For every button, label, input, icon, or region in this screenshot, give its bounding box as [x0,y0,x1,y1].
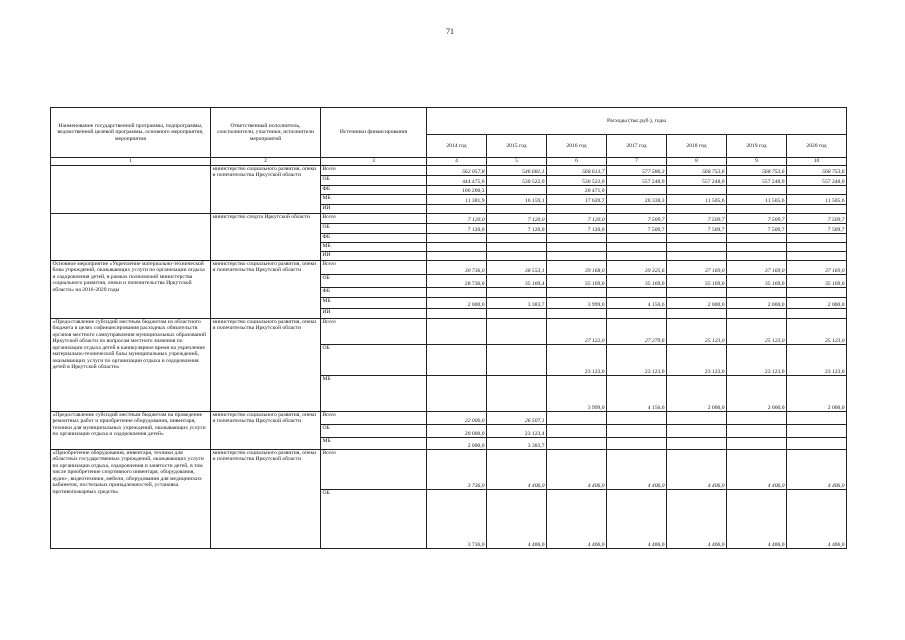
value-cell [427,205,487,214]
value-cell [607,243,667,252]
header-year: 2019 год [727,135,787,158]
value-cell [667,252,727,261]
value-cell: 7 509,7 [607,224,667,234]
value-cell: 35 169,0 [787,275,847,288]
source-cell: Всего [321,319,427,345]
value-cell [547,205,607,214]
value-cell: 4 406,0 [547,490,607,549]
column-number: 8 [667,158,727,166]
value-cell: 3 383,7 [487,438,547,450]
value-cell: 23 123,4 [487,425,547,438]
value-cell [607,412,667,425]
value-cell [727,412,787,425]
value-cell [487,243,547,252]
value-cell [787,205,847,214]
value-cell [727,186,787,195]
value-cell: 3 383,7 [487,298,547,309]
value-cell [727,309,787,319]
value-cell: 562 057,8 [427,166,487,176]
value-cell: 4 156,6 [607,298,667,309]
source-cell: ФБ [321,186,427,195]
value-cell [547,288,607,298]
value-cell: 7 120,0 [487,224,547,234]
value-cell [787,412,847,425]
table-row [51,261,847,275]
value-cell [667,205,727,214]
value-cell: 530 522,0 [547,176,607,186]
value-cell: 37 169,0 [727,261,787,275]
value-cell [607,186,667,195]
value-cell: 35 169,0 [547,275,607,288]
value-cell [787,438,847,450]
value-cell: 546 681,1 [487,166,547,176]
value-cell [787,243,847,252]
value-cell: 16 159,1 [487,195,547,205]
value-cell: 7 120,0 [427,224,487,234]
financing-table [50,107,847,549]
value-cell [667,243,727,252]
column-number: 10 [787,158,847,166]
value-cell: 17 620,7 [547,195,607,205]
value-cell: 35 169,4 [487,275,547,288]
source-cell: ИИ [321,309,427,319]
source-cell: Всего [321,450,427,490]
value-cell: 11 505,6 [787,195,847,205]
header-year: 2017 год [607,135,667,158]
column-number: 5 [487,158,547,166]
value-cell: 7 509,7 [787,224,847,234]
table-row [51,319,847,345]
header-year: 2018 год [667,135,727,158]
value-cell [487,345,547,376]
program-name-cell: Основное мероприятие «Укрепление материально-технической базы учреждений, оказывающих услуги по организации отдыха и оздоровления детей, в рамках полномочий министерства социального развития, опеки и попечительства Иркутской области» на 2016-2020 годы [51,261,211,319]
source-cell: Всего [321,214,427,224]
value-cell: 4 406,0 [727,490,787,549]
value-cell: 37 169,0 [667,261,727,275]
value-cell: 7 120,0 [547,214,607,224]
value-cell: 23 123,0 [547,345,607,376]
value-cell [487,309,547,319]
value-cell: 39 325,6 [607,261,667,275]
value-cell: 557 248,0 [727,176,787,186]
value-cell: 25 123,0 [667,319,727,345]
value-cell [547,252,607,261]
value-cell: 2 000,0 [787,376,847,412]
value-cell: 7 509,7 [667,224,727,234]
header-year: 2014 год [427,135,487,158]
value-cell [607,309,667,319]
value-cell: 7 509,7 [787,214,847,224]
table-row [51,166,847,176]
value-cell: 25 123,0 [727,319,787,345]
value-cell: 4 406,0 [787,490,847,549]
header-year: 2015 год [487,135,547,158]
source-cell: ИИ [321,205,427,214]
responsible-cell: министерство социального развития, опеки и попечительства Иркутской области [211,166,321,214]
value-cell [727,243,787,252]
value-cell [487,252,547,261]
value-cell [787,186,847,195]
value-cell: 7 120,0 [427,214,487,224]
value-cell [727,438,787,450]
source-cell: МБ [321,438,427,450]
value-cell [787,425,847,438]
source-cell: ФБ [321,288,427,298]
value-cell [667,186,727,195]
value-cell: 568 753,6 [727,166,787,176]
value-cell: 20 000,0 [427,425,487,438]
value-cell: 11 505,6 [727,195,787,205]
value-cell [667,412,727,425]
page-number: 71 [446,27,454,36]
value-cell: 23 123,0 [667,345,727,376]
source-cell: МБ [321,298,427,309]
value-cell: 37 169,0 [787,261,847,275]
source-cell: ИИ [321,252,427,261]
value-cell: 4 406,0 [607,490,667,549]
header-sources: Источники финансирования [321,108,427,158]
column-number: 3 [321,158,427,166]
header-year: 2016 год [547,135,607,158]
value-cell: 35 169,0 [727,275,787,288]
value-cell [427,288,487,298]
value-cell: 39 168,0 [547,261,607,275]
source-cell: МБ [321,195,427,205]
value-cell [787,309,847,319]
value-cell: 557 248,0 [667,176,727,186]
value-cell: 4 406,0 [547,450,607,490]
value-cell: 30 736,0 [427,261,487,275]
value-cell [667,288,727,298]
value-cell [667,425,727,438]
value-cell [427,243,487,252]
value-cell [427,319,487,345]
value-cell [547,234,607,243]
table-row [51,412,847,425]
value-cell [547,412,607,425]
value-cell [487,319,547,345]
value-cell: 11 505,6 [667,195,727,205]
value-cell: 2 000,0 [787,298,847,309]
value-cell [727,205,787,214]
value-cell: 38 553,1 [487,261,547,275]
source-cell: ФБ [321,234,427,243]
header-year: 2020 год [787,135,847,158]
value-cell [787,288,847,298]
value-cell [487,186,547,195]
value-cell: 4 406,0 [607,450,667,490]
value-cell: 106 200,3 [427,186,487,195]
value-cell: 4 406,0 [727,450,787,490]
source-cell: ОБ [321,425,427,438]
value-cell: 26 507,1 [487,412,547,425]
value-cell [427,309,487,319]
column-number: 1 [51,158,211,166]
responsible-cell: министерство спорта Иркутской области [211,214,321,261]
value-cell: 22 000,0 [427,412,487,425]
value-cell [667,309,727,319]
value-cell: 2 000,0 [427,298,487,309]
value-cell [667,438,727,450]
header-responsible: Ответственный исполнитель, соисполнители, участники, исполнители мероприятий [211,108,321,158]
table-row [51,214,847,224]
value-cell: 4 156,6 [607,376,667,412]
value-cell: 568 613,7 [547,166,607,176]
value-cell: 568 753,6 [667,166,727,176]
value-cell [487,205,547,214]
value-cell [727,425,787,438]
value-cell [727,234,787,243]
value-cell: 4 406,0 [487,490,547,549]
value-cell [727,288,787,298]
source-cell: ОБ [321,345,427,376]
value-cell: 2 000,0 [727,376,787,412]
column-number: 6 [547,158,607,166]
source-cell: МБ [321,376,427,412]
value-cell [607,234,667,243]
value-cell: 7 509,7 [727,214,787,224]
source-cell: Всего [321,261,427,275]
value-cell: 28 736,0 [427,275,487,288]
value-cell: 7 120,0 [487,214,547,224]
responsible-cell: министерство социального развития, опеки и попечительства Иркутской области [211,319,321,412]
header-name: Наименование государственной программы, подпрограммы, ведомственной целевой программы, основного мероприятия, мероприятия [51,108,211,158]
value-cell: 444 475,6 [427,176,487,186]
value-cell [547,438,607,450]
program-name-cell [51,166,211,214]
value-cell: 4 406,0 [667,490,727,549]
value-cell: 530 522,0 [487,176,547,186]
value-cell: 3 999,0 [547,298,607,309]
value-cell: 7 120,0 [547,224,607,234]
value-cell: 20 471,0 [547,186,607,195]
value-cell: 3 999,0 [547,376,607,412]
value-cell: 7 509,7 [607,214,667,224]
value-cell [547,243,607,252]
value-cell [487,288,547,298]
value-cell [607,425,667,438]
value-cell: 25 123,0 [787,319,847,345]
value-cell [487,376,547,412]
value-cell [427,376,487,412]
value-cell [547,425,607,438]
column-number: 9 [727,158,787,166]
value-cell: 20 338,3 [607,195,667,205]
column-number: 7 [607,158,667,166]
value-cell: 7 509,7 [667,214,727,224]
program-name-cell [51,214,211,261]
header-expenses: Расходы (тыс.руб.), годы [427,108,847,135]
responsible-cell: министерство социального развития, опеки и попечительства Иркутской области [211,412,321,450]
source-cell: Всего [321,412,427,425]
value-cell [607,438,667,450]
value-cell: 3 736,0 [427,490,487,549]
source-cell: ОБ [321,176,427,186]
responsible-cell: министерство социального развития, опеки и попечительства Иркутской области [211,450,321,549]
program-name-cell: «Предоставление субсидий местным бюджетам на проведение ремонтных работ и приобретение оборудования, инвентаря, техники для муниципальных учреждений, оказывающих услуги по организации отдыха и оздоровления детей» [51,412,211,450]
value-cell [487,234,547,243]
value-cell [787,252,847,261]
source-cell: Всего [321,166,427,176]
value-cell [727,252,787,261]
value-cell: 23 123,0 [787,345,847,376]
value-cell [547,309,607,319]
value-cell: 11 381,9 [427,195,487,205]
program-name-cell: «Предоставление субсидий местным бюджетам из областного бюджета в целях софинансирования расходных обязательств органов местного самоуправления муниципальных образований Иркутской области по вопросам местного значения по организации отдыха детей в каникулярное время на укрепление материально-технической базы муниципальных учреждений, оказывающих услуги по организации отдыха и оздоровления детей в Иркутской области» [51,319,211,412]
source-cell: ОБ [321,490,427,549]
value-cell: 557 248,0 [787,176,847,186]
value-cell: 2 000,0 [667,376,727,412]
value-cell [607,288,667,298]
table-row [51,450,847,490]
value-cell [427,234,487,243]
value-cell [607,205,667,214]
value-cell: 35 169,0 [607,275,667,288]
value-cell [427,345,487,376]
value-cell: 23 123,0 [727,345,787,376]
value-cell: 35 169,0 [667,275,727,288]
value-cell: 3 736,0 [427,450,487,490]
value-cell: 4 406,0 [667,450,727,490]
value-cell: 7 509,7 [727,224,787,234]
value-cell: 27 122,0 [547,319,607,345]
column-number: 2 [211,158,321,166]
source-cell: ОБ [321,224,427,234]
responsible-cell: министерство социального развития, опеки и попечительства Иркутской области [211,261,321,319]
value-cell: 4 406,0 [487,450,547,490]
value-cell: 4 406,0 [787,450,847,490]
value-cell [787,234,847,243]
source-cell: МБ [321,243,427,252]
value-cell: 557 248,0 [607,176,667,186]
value-cell: 27 279,6 [607,319,667,345]
value-cell: 568 753,6 [787,166,847,176]
program-name-cell: «Приобретение оборудования, инвентаря, техники для областных государственных учреждений, оказывающих услуги по организации отдыха, оздоровления и занятости детей, в том числе приобретение спортивного инвентаря, оборудования, аудио-, видеотехники, мебели, оборудования для медицинских кабинетов, постельных принадлежностей, установка противопожарных средств» [51,450,211,549]
value-cell: 2 000,0 [727,298,787,309]
value-cell: 577 586,3 [607,166,667,176]
value-cell: 2 000,0 [427,438,487,450]
source-cell: ОБ [321,275,427,288]
column-number: 4 [427,158,487,166]
value-cell: 2 000,0 [667,298,727,309]
value-cell: 23 123,0 [607,345,667,376]
value-cell [667,234,727,243]
value-cell [427,252,487,261]
value-cell [607,252,667,261]
